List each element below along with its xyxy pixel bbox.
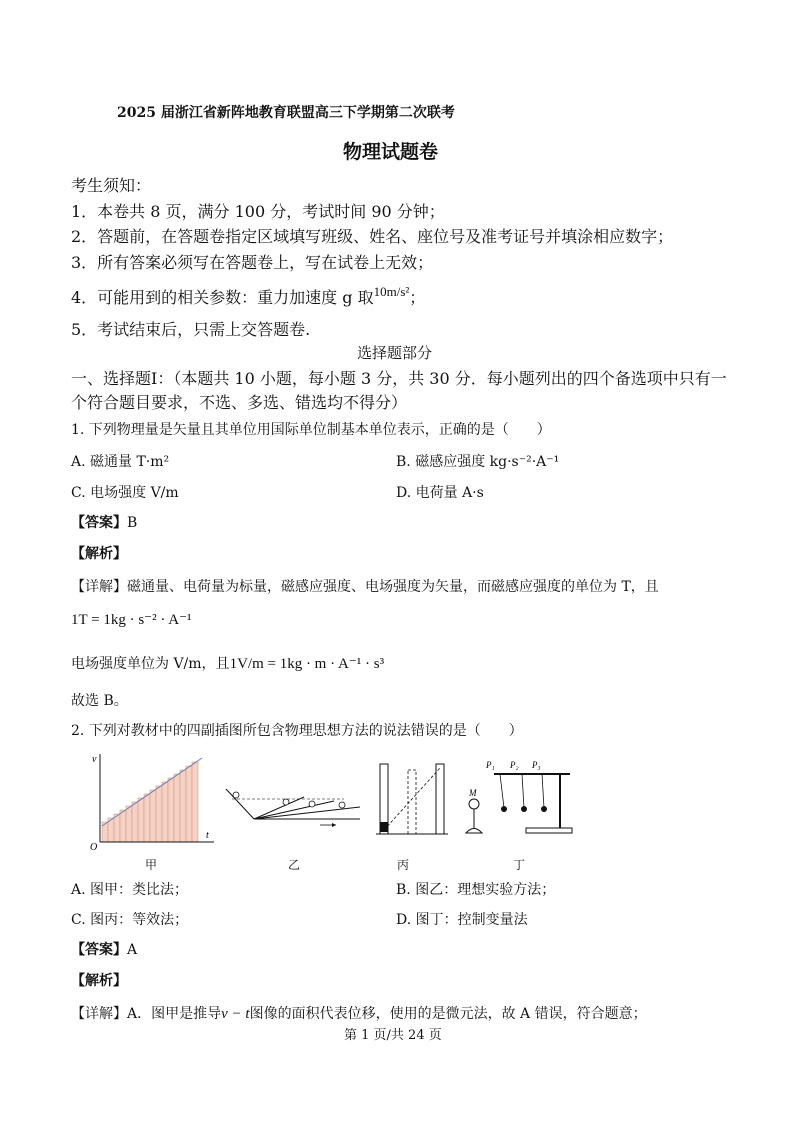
page-footer: 第 1 页/共 24 页: [344, 1028, 442, 1043]
string-2: [522, 774, 524, 808]
ball-3: [339, 802, 345, 808]
vt-bars: [102, 762, 198, 842]
q1-answer: B: [127, 515, 138, 531]
notice-heading: 考生须知：: [71, 176, 152, 195]
q1-formula-1: 1T = 1kg · s⁻² · A⁻¹: [71, 612, 192, 628]
figure-label-ding: 丁: [513, 858, 526, 872]
label-p1: P₁: [486, 760, 495, 770]
notice-item-5: 5．考试结束后，只需上交答题卷.: [71, 320, 311, 339]
axis-t-label: t: [206, 830, 209, 841]
right-slope-2: [254, 801, 334, 819]
bob-1: [501, 806, 507, 812]
sphere-m: [469, 799, 479, 809]
notice-item-4: [71, 285, 425, 308]
ball-2: [309, 801, 315, 807]
q2-option-d: D. 图丁：控制变量法: [396, 912, 528, 928]
notice-item-1: 1．本卷共 8 页，满分 100 分，考试时间 90 分钟；: [71, 202, 445, 221]
q1-option-b: B. 磁感应强度 kg·s⁻²·A⁻¹: [396, 454, 560, 470]
part1-line2: 个符合题目要求，不选、多选、错选均不得分）: [71, 393, 408, 412]
q1-option-d: D. 电荷量 A·s: [396, 485, 484, 501]
left-slope: [226, 789, 254, 819]
label-m: M: [469, 788, 477, 798]
q1-conclusion: 故选 B。: [71, 693, 128, 709]
tube-right: [436, 764, 444, 834]
q2-detail: [71, 1003, 647, 1023]
q2-answer-line: [71, 939, 137, 959]
label-p2: P₂: [510, 760, 519, 770]
q2-analysis-label: 【解析】: [71, 973, 127, 989]
q1-option-a: A. 磁通量 T·m²: [71, 454, 170, 470]
figure-label-yi: 乙: [288, 858, 301, 872]
q2-detail-vt: v − t: [221, 1006, 250, 1022]
string-1: [500, 774, 504, 808]
q1-line2-text: 电场强度单位为 V/m，且: [71, 656, 230, 672]
ball-1: [283, 799, 289, 805]
bob-3: [541, 806, 547, 812]
notice-item-3: 3．所有答案必须写在答题卷上，写在试卷上无效；: [71, 253, 434, 272]
notice-item-2: 2．答题前，在答题卷指定区域填写班级、姓名、座位号及准考证号并填涂相应数字；: [71, 227, 674, 246]
figure-yi-inclined-planes: [224, 785, 364, 835]
figure-jia-vt-graph: [88, 752, 218, 852]
figure-ding-pendulums: [464, 756, 579, 838]
subject-title: 物理试题卷: [343, 141, 439, 163]
base-plate: [526, 828, 572, 833]
q1-analysis-label: 【解析】: [71, 546, 127, 562]
figure-label-jia: 甲: [145, 858, 158, 872]
q1-stem: 1. 下列物理量是矢量且其单位用国际单位制基本单位表示，正确的是（ ）: [71, 422, 551, 438]
figure-bing-tubes: [374, 760, 454, 838]
axis-v-label: v: [92, 754, 97, 765]
exam-title: 2025 届浙江省新阵地教育联盟高三下学期第二次联考: [117, 105, 455, 121]
notice-item-4-end: ；: [409, 288, 426, 307]
q2-detail-prefix: 【详解】A．图甲是推导: [71, 1006, 222, 1022]
sphere-base: [466, 829, 482, 834]
q2-stem: 2. 下列对教材中的四副插图所包含物理思想方法的说法错误的是（ ）: [71, 723, 523, 739]
part1-line1: 一、选择题Ⅰ：（本题共 10 小题，每小题 3 分，共 30 分．每小题列出的四个备选项中只有一: [71, 369, 727, 388]
q1-line2: [71, 653, 384, 673]
section-name: 选择题部分: [357, 344, 433, 362]
q1-formula-2: 1V/m = 1kg · m · A⁻¹ · s³: [229, 656, 385, 672]
q2-option-b: B. 图乙：理想实验方法；: [396, 882, 556, 898]
string-3: [542, 774, 544, 808]
ball-start: [233, 792, 239, 798]
trajectory: [384, 768, 440, 830]
notice-item-4-text: 4．可能用到的相关参数：重力加速度 g 取: [71, 288, 374, 307]
bob-2: [521, 806, 527, 812]
gravity-value: 10m/s²: [373, 284, 410, 299]
q2-option-a: A. 图甲：类比法；: [71, 882, 189, 898]
figure-label-bing: 丙: [397, 858, 410, 872]
q2-answer: A: [127, 942, 138, 958]
motion-arrow-head: [332, 823, 336, 827]
q2-option-c: C. 图丙：等效法；: [71, 912, 189, 928]
q1-answer-line: [71, 512, 137, 532]
label-p3: P₃: [532, 760, 541, 770]
block: [380, 822, 388, 832]
q1-option-c: C. 电场强度 V/m: [71, 485, 179, 501]
q1-detail: 【详解】磁通量、电荷量为标量，磁感应强度、电场强度为矢量，而磁感应强度的单位为 T，且: [71, 579, 659, 595]
origin-label: O: [90, 842, 98, 852]
q2-answer-label: 【答案】: [71, 942, 127, 958]
q1-answer-label: 【答案】: [71, 515, 127, 531]
right-slope-3: [254, 807, 360, 819]
q2-detail-suffix: 图像的面积代表位移，使用的是微元法，故 A 错误，符合题意；: [249, 1006, 647, 1022]
